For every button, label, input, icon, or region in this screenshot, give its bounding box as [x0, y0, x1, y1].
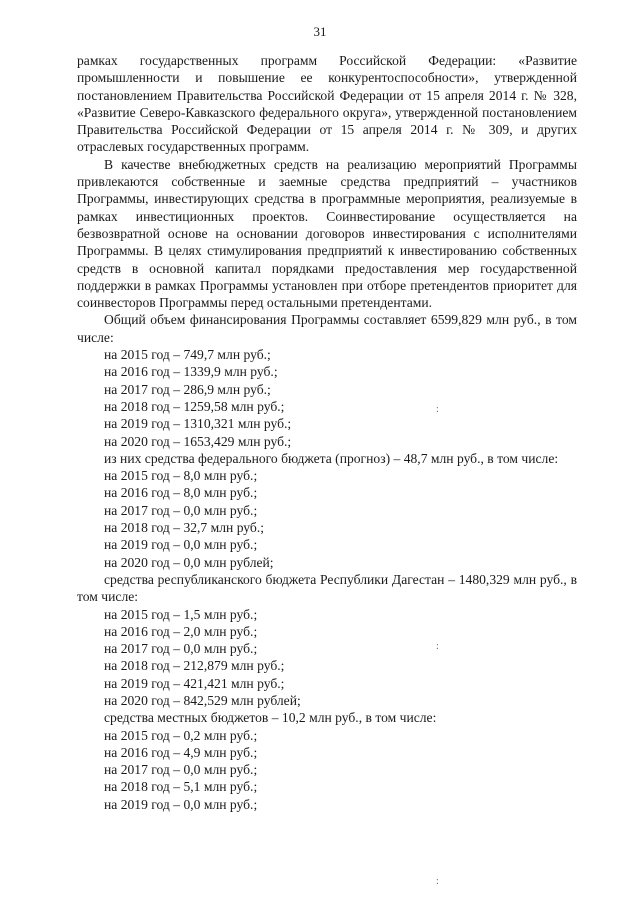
list-item: на 2020 год – 1653,429 млн руб.;	[104, 433, 292, 449]
page-number: 31	[313, 24, 327, 39]
list-item: на 2018 год – 1259,58 млн руб.;	[104, 398, 285, 414]
list-item: на 2015 год – 749,7 млн руб.;	[104, 347, 271, 363]
list-item: на 2016 год – 2,0 млн руб.;	[104, 623, 258, 639]
paragraph-local-budgets: средства местных бюджетов – 10,2 млн руб., в том числе:	[104, 710, 437, 726]
document-body	[77, 52, 577, 813]
paragraph-programs: рамках государственных программ Российской Федерации: «Развитие промышленности и повышение ее конкурентоспособности», утвержденной постановлением Правительства Российской Федерации от 15 апреля 2014 г. № 328, «Развитие Северо-Кавказского федерального округа», утвержденной постановлением Правительства Российской Федерации от 15 апреля 2014 г. № 309, и других отраслевых государственных программ.	[77, 53, 577, 155]
local-funding-list	[77, 727, 577, 813]
list-item: на 2015 год – 1,5 млн руб.;	[104, 606, 258, 622]
list-item: на 2019 год – 0,0 млн руб.;	[104, 537, 258, 553]
list-item: на 2019 год – 421,421 млн руб.;	[104, 675, 285, 691]
scan-speck-mark: :	[436, 641, 439, 652]
list-item: на 2018 год – 5,1 млн руб.;	[104, 779, 258, 795]
list-item: на 2017 год – 0,0 млн руб.;	[104, 502, 258, 518]
paragraph-total-funding: Общий объем финансирования Программы составляет 6599,829 млн руб., в том числе:	[77, 312, 577, 345]
list-item: на 2020 год – 0,0 млн рублей;	[104, 554, 274, 570]
federal-funding-list	[77, 467, 577, 571]
list-item: на 2017 год – 0,0 млн руб.;	[104, 762, 258, 778]
republic-funding-list	[77, 606, 577, 710]
list-item: на 2017 год – 0,0 млн руб.;	[104, 641, 258, 657]
list-item: на 2019 год – 1310,321 млн руб.;	[104, 416, 292, 432]
paragraph-federal-budget: из них средства федерального бюджета (прогноз) – 48,7 млн руб., в том числе:	[104, 450, 559, 466]
scan-speck-mark: :	[436, 876, 439, 887]
paragraph-republic-budget: средства республиканского бюджета Республики Дагестан – 1480,329 млн руб., в том числе:	[77, 571, 577, 605]
paragraph-extrabudgetary: В качестве внебюджетных средств на реализацию мероприятий Программы привлекаются собственные и заемные средства предприятий – участников Программы, инвестирующих средства в программные мероприятия, реализуемые в рамках инвестиционных проектов. Соинвестирование осуществляется на безвозвратной основе на основании договоров инвестирования с исполнителями Программы. В целях стимулирования предприятий к инвестированию собственных средств в основной капитал порядками предоставления мер государственной поддержки в рамках Программы установлен при отборе претендентов приоритет для соинвесторов Программы перед остальными претендентами.	[77, 156, 577, 311]
list-item: на 2015 год – 8,0 млн руб.;	[104, 468, 258, 484]
list-item: на 2016 год – 1339,9 млн руб.;	[104, 364, 278, 380]
list-item: на 2018 год – 32,7 млн руб.;	[104, 520, 265, 536]
list-item: на 2015 год – 0,2 млн руб.;	[104, 727, 258, 743]
list-item: на 2018 год – 212,879 млн руб.;	[104, 658, 285, 674]
scan-speck-mark: :	[436, 404, 439, 415]
list-item: на 2016 год – 8,0 млн руб.;	[104, 485, 258, 501]
total-funding-list	[77, 346, 577, 450]
list-item: на 2017 год – 286,9 млн руб.;	[104, 381, 271, 397]
list-item: на 2020 год – 842,529 млн рублей;	[104, 692, 301, 708]
list-item: на 2016 год – 4,9 млн руб.;	[104, 744, 258, 760]
list-item: на 2019 год – 0,0 млн руб.;	[104, 796, 258, 812]
